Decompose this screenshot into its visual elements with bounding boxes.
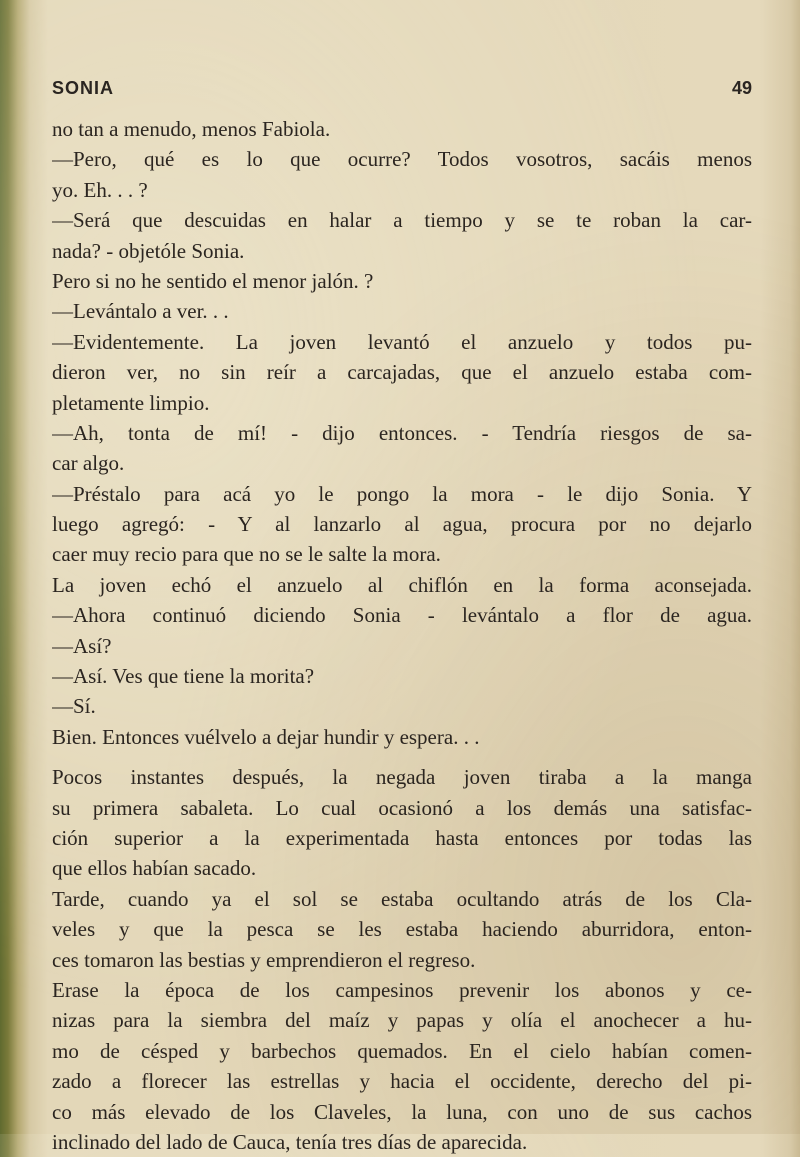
text-line: luego agregó: - Y al lanzarlo al agua, procura por no dejarlo [52,512,752,537]
text-line: —Sí. [52,694,96,719]
page-number: 49 [731,78,752,98]
text-line: mo de césped y barbechos quemados. En el cielo habían comen- [52,1038,752,1063]
text-line: car algo. [52,451,125,476]
text-line: La joven echó el anzuelo al chiflón en la forma aconsejada. [52,572,752,597]
body-text [52,114,752,1157]
text-line: Pocos instantes después, la negada joven tiraba a la manga [52,765,752,790]
text-line: —Préstalo para acá yo le pongo la mora - le dijo Sonia. Y [52,481,752,506]
text-line: que ellos habían sacado. [52,856,257,881]
text-line: caer muy recio para que no se le salte la mora. [52,542,441,567]
text-line: ces tomaron las bestias y emprendieron el regreso. [52,947,476,972]
text-line: —Así? [52,633,112,658]
text-line: co más elevado de los Claveles, la luna, con uno de sus cachos [52,1099,752,1124]
text-line: dieron ver, no sin reír a carcajadas, que el anzuelo estaba com- [52,360,752,385]
text-line: inclinado del lado de Cauca, tenía tres días de aparecida. [52,1129,528,1154]
text-line: —Será que descuidas en halar a tiempo y se te roban la car- [52,208,752,233]
text-line: —Evidentemente. La joven levantó el anzuelo y todos pu- [52,329,752,354]
text-line: su primera sabaleta. Lo cual ocasionó a los demás una satisfac- [52,795,752,820]
text-line: zado a florecer las estrellas y hacia el occidente, derecho del pi- [52,1069,752,1094]
text-line: Erase la época de los campesinos prevenir los abonos y ce- [52,977,752,1002]
text-line: pletamente limpio. [52,390,210,415]
text-line: —Pero, qué es lo que ocurre? Todos vosotros, sacáis menos [52,147,752,172]
text-line: yo. Eh. . . ? [52,177,148,202]
text-line: ción superior a la experimentada hasta entonces por todas las [52,825,752,850]
text-line: veles y que la pesca se les estaba haciendo aburridora, enton- [52,917,752,942]
running-title: SONIA [52,78,115,98]
text-line: nizas para la siembra del maíz y papas y olía el anochecer a hu- [52,1008,752,1033]
text-line: —Ahora continuó diciendo Sonia - levántalo a flor de agua. [52,603,752,628]
page-header [52,78,752,102]
text-line: nada? - objetóle Sonia. [52,238,245,263]
text-line: no tan a menudo, menos Fabiola. [52,117,331,141]
text-line: —Ah, tonta de mí! - dijo entonces. - Tendría riesgos de sa- [52,420,752,445]
text-line: —Levántalo a ver. . . [52,299,229,324]
text-line: Tarde, cuando ya el sol se estaba ocultando atrás de los Cla- [52,886,752,911]
text-line: Pero si no he sentido el menor jalón. ? [52,268,374,293]
text-line: Bien. Entonces vuélvelo a dejar hundir y espera. . . [52,724,480,749]
text-line: —Así. Ves que tiene la morita? [52,664,315,689]
